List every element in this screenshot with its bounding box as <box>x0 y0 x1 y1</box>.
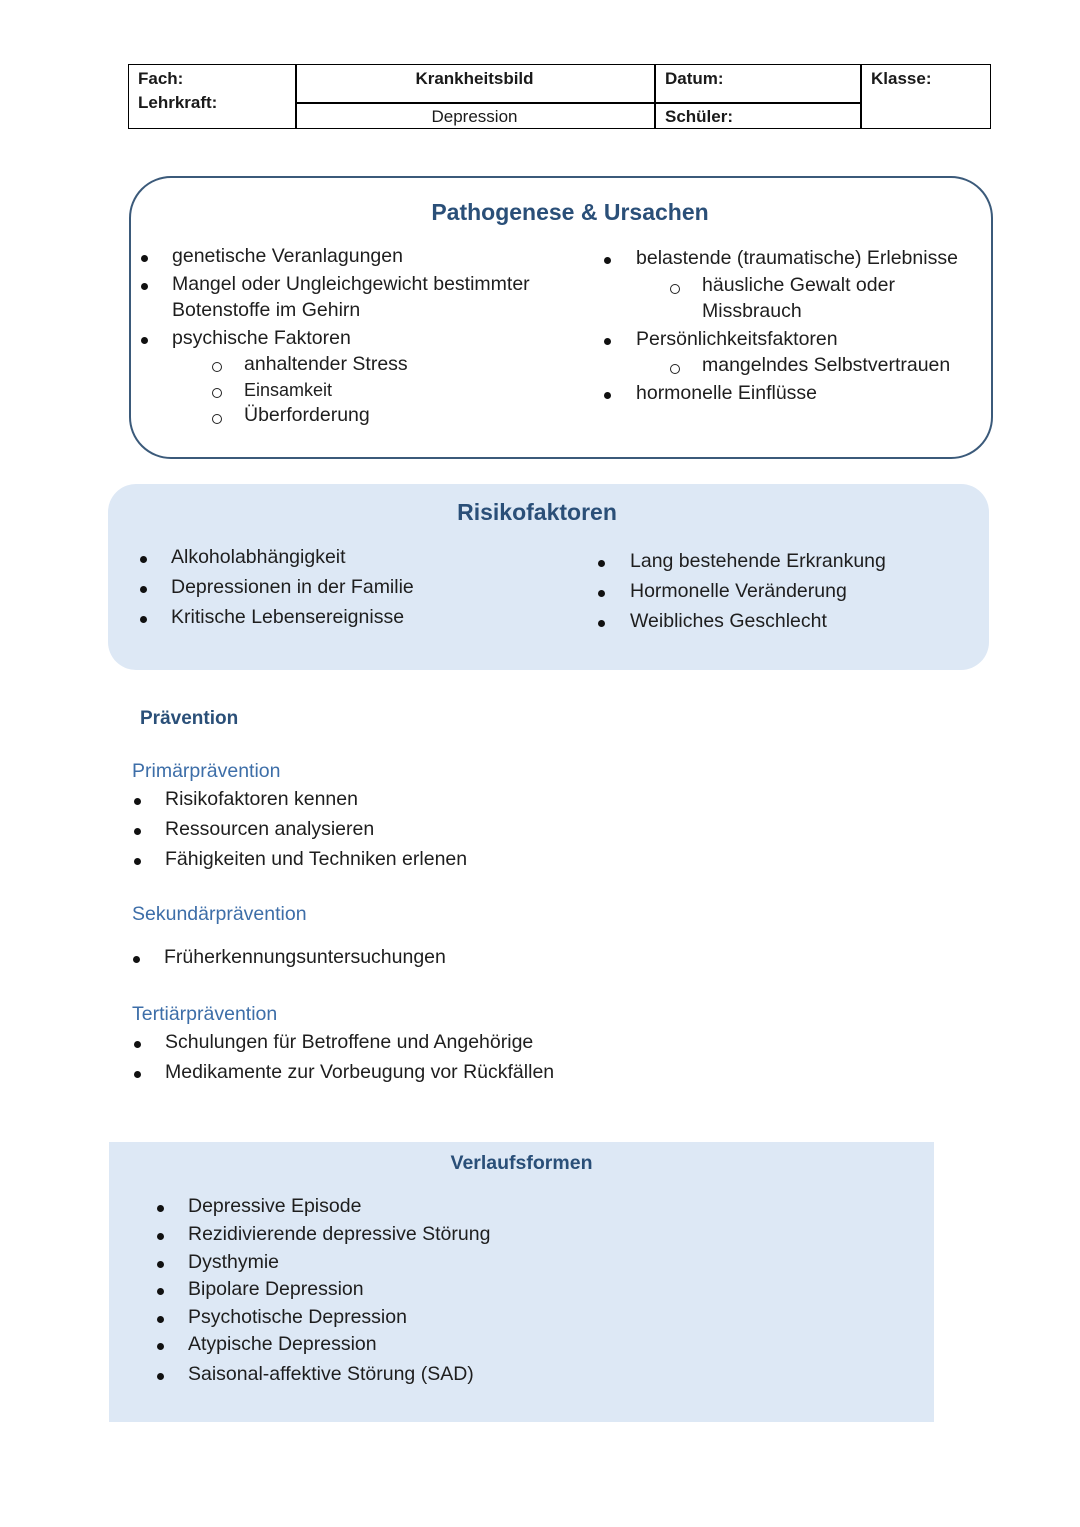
bullet <box>140 616 147 623</box>
bullet <box>157 1373 164 1380</box>
verlaufsformen-title: Verlaufsformen <box>450 1152 593 1174</box>
divider <box>860 65 862 128</box>
sub-list-item: mangelndes Selbstvertrauen <box>702 354 951 376</box>
list-item: Psychotische Depression <box>188 1306 407 1328</box>
list-item: hormonelle Einflüsse <box>636 382 818 404</box>
pathogenese-title: Pathogenese & Ursachen <box>431 199 709 225</box>
schueler-label: Schüler: <box>665 107 734 126</box>
list-item: Dysthymie <box>188 1251 280 1273</box>
list-item: genetische Veranlagungen <box>172 245 403 267</box>
bullet <box>157 1233 164 1240</box>
list-item: Alkoholabhängigkeit <box>171 546 346 568</box>
bullet <box>157 1205 164 1212</box>
krankheitsbild-value: Depression <box>431 107 518 126</box>
bullet <box>140 586 147 593</box>
bullet <box>604 338 611 345</box>
sub-bullet <box>670 364 680 374</box>
list-item: Mangel oder Ungleichgewicht bestimmter <box>172 273 530 295</box>
list-item: Hormonelle Veränderung <box>630 580 847 602</box>
tertiaerpraevention-heading: Tertiärprävention <box>132 1003 278 1025</box>
bullet <box>598 620 605 627</box>
list-item: Persönlichkeitsfaktoren <box>636 328 838 350</box>
list-item: Botenstoffe im Gehirn <box>172 299 361 321</box>
header-table <box>128 64 991 129</box>
datum-label: Datum: <box>665 69 724 88</box>
sub-list-item: häusliche Gewalt oder <box>702 274 895 296</box>
list-item: Fähigkeiten und Techniken erlenen <box>165 848 468 870</box>
krankheitsbild-label: Krankheitsbild <box>415 69 534 88</box>
bullet <box>141 255 148 262</box>
lehrkraft-label: Lehrkraft: <box>138 93 218 112</box>
bullet <box>134 1041 141 1048</box>
bullet <box>134 1071 141 1078</box>
list-item: Atypische Depression <box>188 1333 377 1355</box>
bullet <box>598 590 605 597</box>
list-item: Schulungen für Betroffene und Angehörige <box>165 1031 534 1053</box>
klasse-label: Klasse: <box>871 69 932 88</box>
list-item: Rezidivierende depressive Störung <box>188 1223 491 1245</box>
list-item: Depressive Episode <box>188 1195 362 1217</box>
bullet <box>141 337 148 344</box>
list-item: Risikofaktoren kennen <box>165 788 358 810</box>
bullet <box>134 858 141 865</box>
primaerpraevention-heading: Primärprävention <box>132 760 281 782</box>
list-item: Bipolare Depression <box>188 1278 364 1300</box>
list-item: belastende (traumatische) Erlebnisse <box>636 247 958 269</box>
list-item: Lang bestehende Erkrankung <box>630 550 886 572</box>
list-item: Saisonal-affektive Störung (SAD) <box>188 1363 474 1385</box>
bullet <box>140 556 147 563</box>
sub-bullet <box>212 388 222 398</box>
sub-list-item: Einsamkeit <box>244 380 333 400</box>
bullet <box>604 392 611 399</box>
bullet <box>157 1343 164 1350</box>
list-item: psychische Faktoren <box>172 327 351 349</box>
list-item: Medikamente zur Vorbeugung vor Rückfällen <box>165 1061 555 1083</box>
list-item: Ressourcen analysieren <box>165 818 375 840</box>
list-item: Früherkennungsuntersuchungen <box>164 946 446 968</box>
bullet <box>604 257 611 264</box>
sub-list-item: Missbrauch <box>702 300 802 322</box>
bullet <box>157 1316 164 1323</box>
bullet <box>133 956 140 963</box>
praevention-title: Prävention <box>140 708 239 729</box>
bullet <box>141 283 148 290</box>
bullet <box>157 1261 164 1268</box>
list-item: Weibliches Geschlecht <box>630 610 827 632</box>
fach-label: Fach: <box>138 69 184 88</box>
list-item: Depressionen in der Familie <box>171 576 414 598</box>
sub-bullet <box>212 414 222 424</box>
divider <box>654 65 656 128</box>
bullet <box>157 1288 164 1295</box>
sub-list-item: anhaltender Stress <box>244 353 408 375</box>
sekundaerpraevention-heading: Sekundärprävention <box>132 903 307 925</box>
sub-bullet <box>670 284 680 294</box>
list-item: Kritische Lebensereignisse <box>171 606 405 628</box>
risikofaktoren-title: Risikofaktoren <box>457 499 617 525</box>
bullet <box>598 560 605 567</box>
bullet <box>134 798 141 805</box>
bullet <box>134 828 141 835</box>
sub-list-item: Überforderung <box>244 404 370 426</box>
sub-bullet <box>212 362 222 372</box>
divider <box>295 102 861 104</box>
